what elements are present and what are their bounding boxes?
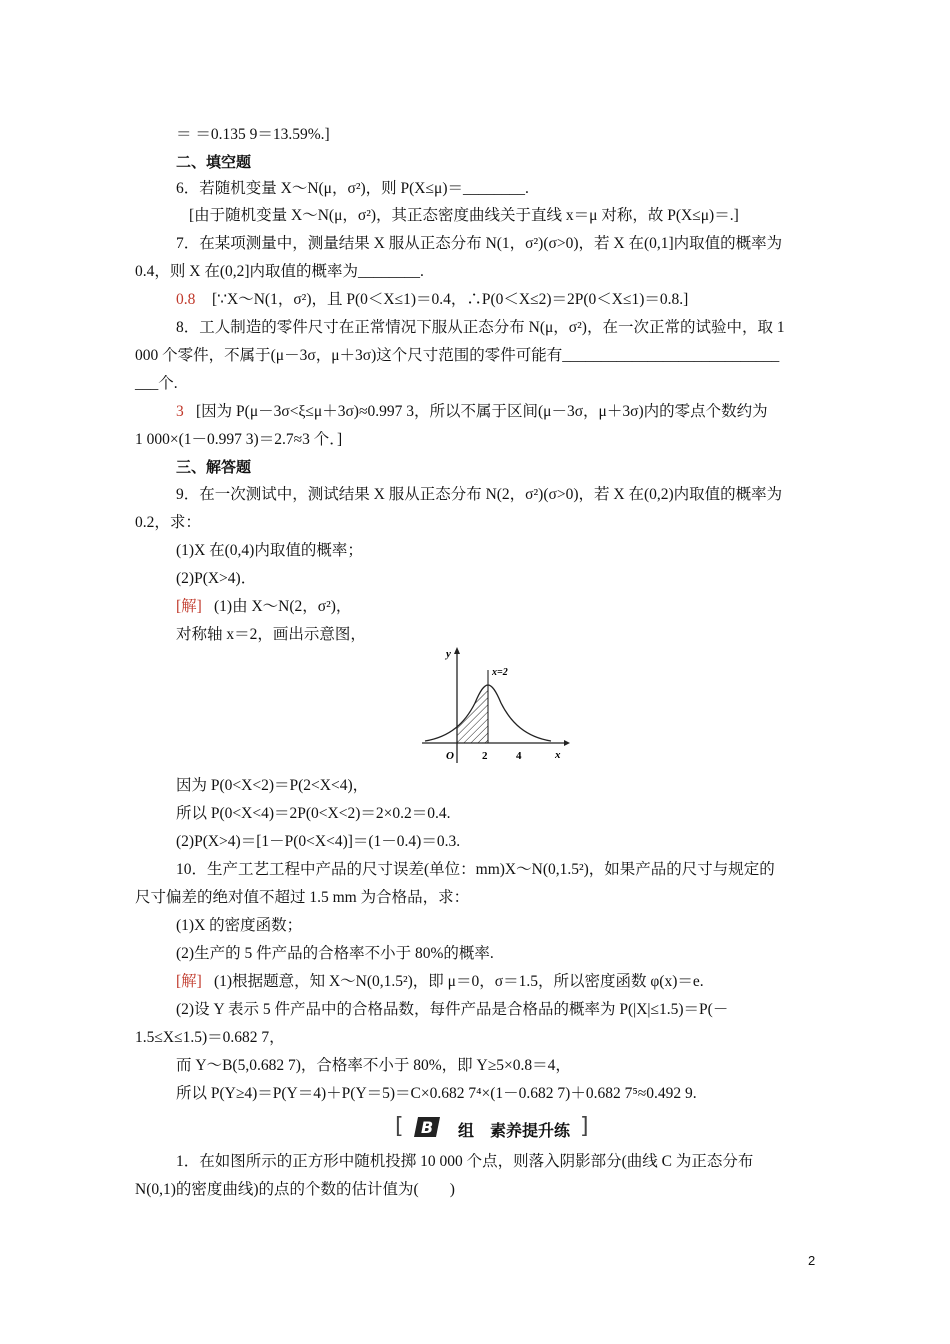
origin-label: O [446, 750, 454, 762]
page-number: 2 [808, 1253, 816, 1268]
question-b1-line: N(0,1)的密度曲线)的点的个数的估计值为( ) [135, 1181, 455, 1198]
x-axis-arrow [564, 740, 570, 746]
section-heading-fill-in: 二、填空题 [176, 153, 252, 171]
question-7-line: 7．在某项测量中，测量结果 X 服从正态分布 N(1，σ²)(σ>0)，若 X 在(0,1]内取值的概率为 [176, 235, 783, 252]
question-8-line: 000 个零件，不属于(μ－3σ，μ＋3σ)这个尺寸范围的零件可能有____________________________ [135, 347, 780, 364]
curve-label: x=2 [492, 667, 508, 678]
solution-9-line: 所以 P(0<X<4)＝2P(0<X<2)＝2×0.2＝0.4. [176, 805, 451, 822]
y-axis-arrow [454, 647, 460, 654]
banner-left-bracket: [ [395, 1114, 404, 1139]
answer-8-line: 1 000×(1－0.997 3)＝2.7≈3 个．] [135, 431, 343, 448]
svg-text:B: B [421, 1118, 434, 1137]
answer-7-value: 0.8 [176, 291, 196, 308]
answer-7: [∵X～N(1，σ²)，且 P(0＜X≤1)＝0.4，∴P(0＜X≤2)＝2P(0＜X≤1)＝0.8.] [212, 291, 689, 308]
solution-label: [解] [176, 598, 202, 615]
question-7-line: 0.4，则 X 在(0,2]内取值的概率为________. [135, 263, 424, 280]
normal-curve-figure [420, 645, 570, 767]
solution-10-line: 而 Y～B(5,0.682 7)，合格率不小于 80%，即 Y≥5×0.8＝4， [176, 1057, 571, 1074]
answer-6: [由于随机变量 X～N(μ，σ²)，其正态密度曲线关于直线 x＝μ 对称，故 P(X≤μ)＝.] [189, 207, 739, 224]
question-9-part: (1)X 在(0,4)内取值的概率； [176, 542, 363, 559]
answer-8-line: [因为 P(μ－3σ<ξ≤μ＋3σ)≈0.997 3，所以不属于区间(μ－3σ，μ＋3σ)内的零点个数约为 [196, 403, 768, 420]
solution-10-line: 1.5≤X≤1.5)＝0.682 7， [135, 1029, 285, 1046]
question-b1-line: 1．在如图所示的正方形中随机投掷 10 000 个点，则落入阴影部分(曲线 C 为正态分布 [176, 1153, 754, 1170]
solution-10-line: 所以 P(Y≥4)＝P(Y＝4)＋P(Y＝5)＝C×0.682 7⁴×(1－0.682 7)＋0.682 7⁵≈0.492 9. [176, 1085, 697, 1102]
solution-9-line: 因为 P(0<X<2)＝P(2<X<4)， [176, 777, 369, 794]
group-b-title: 组 素养提升练 [458, 1121, 571, 1140]
x-label: x [555, 749, 561, 761]
banner-right-bracket: ] [580, 1114, 589, 1139]
solution-9-line: 对称轴 x＝2，画出示意图， [176, 626, 366, 643]
solution-10-line: (2)设 Y 表示 5 件产品中的合格品数，每件产品是合格品的概率为 P(|X|≤1.5)＝P(－ [176, 1001, 729, 1018]
question-10-part: (2)生产的 5 件产品的合格率不小于 80%的概率. [176, 945, 494, 962]
y-label: y [446, 648, 451, 660]
question-9-line: 9．在一次测试中，测试结果 X 服从正态分布 N(2，σ²)(σ>0)，若 X 在(0,2)内取值的概率为 [176, 486, 783, 503]
question-6: 6．若随机变量 X～N(μ，σ²)，则 P(X≤μ)＝________. [176, 180, 529, 197]
text-line: ＝ ＝0.135 9＝13.59%.] [176, 126, 330, 143]
question-10-line: 10．生产工艺工程中产品的尺寸误差(单位：mm)X～N(0,1.5²)，如果产品的尺寸与规定的 [176, 861, 775, 878]
tick-label-2: 2 [482, 750, 488, 762]
answer-8-value: 3 [176, 403, 184, 420]
group-b-logo [414, 1116, 440, 1138]
tick-label-4: 4 [516, 750, 522, 762]
question-9-line: 0.2，求： [135, 514, 201, 531]
question-10-line: 尺寸偏差的绝对值不超过 1.5 mm 为合格品，求： [135, 889, 470, 906]
question-8-line: ___个. [135, 375, 178, 392]
solution-label: [解] [176, 973, 202, 990]
question-9-part: (2)P(X>4)． [176, 570, 257, 587]
question-10-part: (1)X 的密度函数； [176, 917, 303, 934]
solution-9-line: (2)P(X>4)＝[1－P(0<X<4)]＝(1－0.4)＝0.3. [176, 833, 461, 850]
question-8-line: 8．工人制造的零件尺寸在正常情况下服从正态分布 N(μ，σ²)，在一次正常的试验中，取 1 [176, 319, 785, 336]
section-heading-solve: 三、解答题 [176, 458, 252, 476]
solution-9-line: (1)由 X～N(2，σ²)， [214, 598, 352, 615]
solution-10-line: (1)根据题意，知 X～N(0,1.5²)，即 μ＝0，σ＝1.5，所以密度函数 φ(x)＝e. [214, 973, 704, 990]
